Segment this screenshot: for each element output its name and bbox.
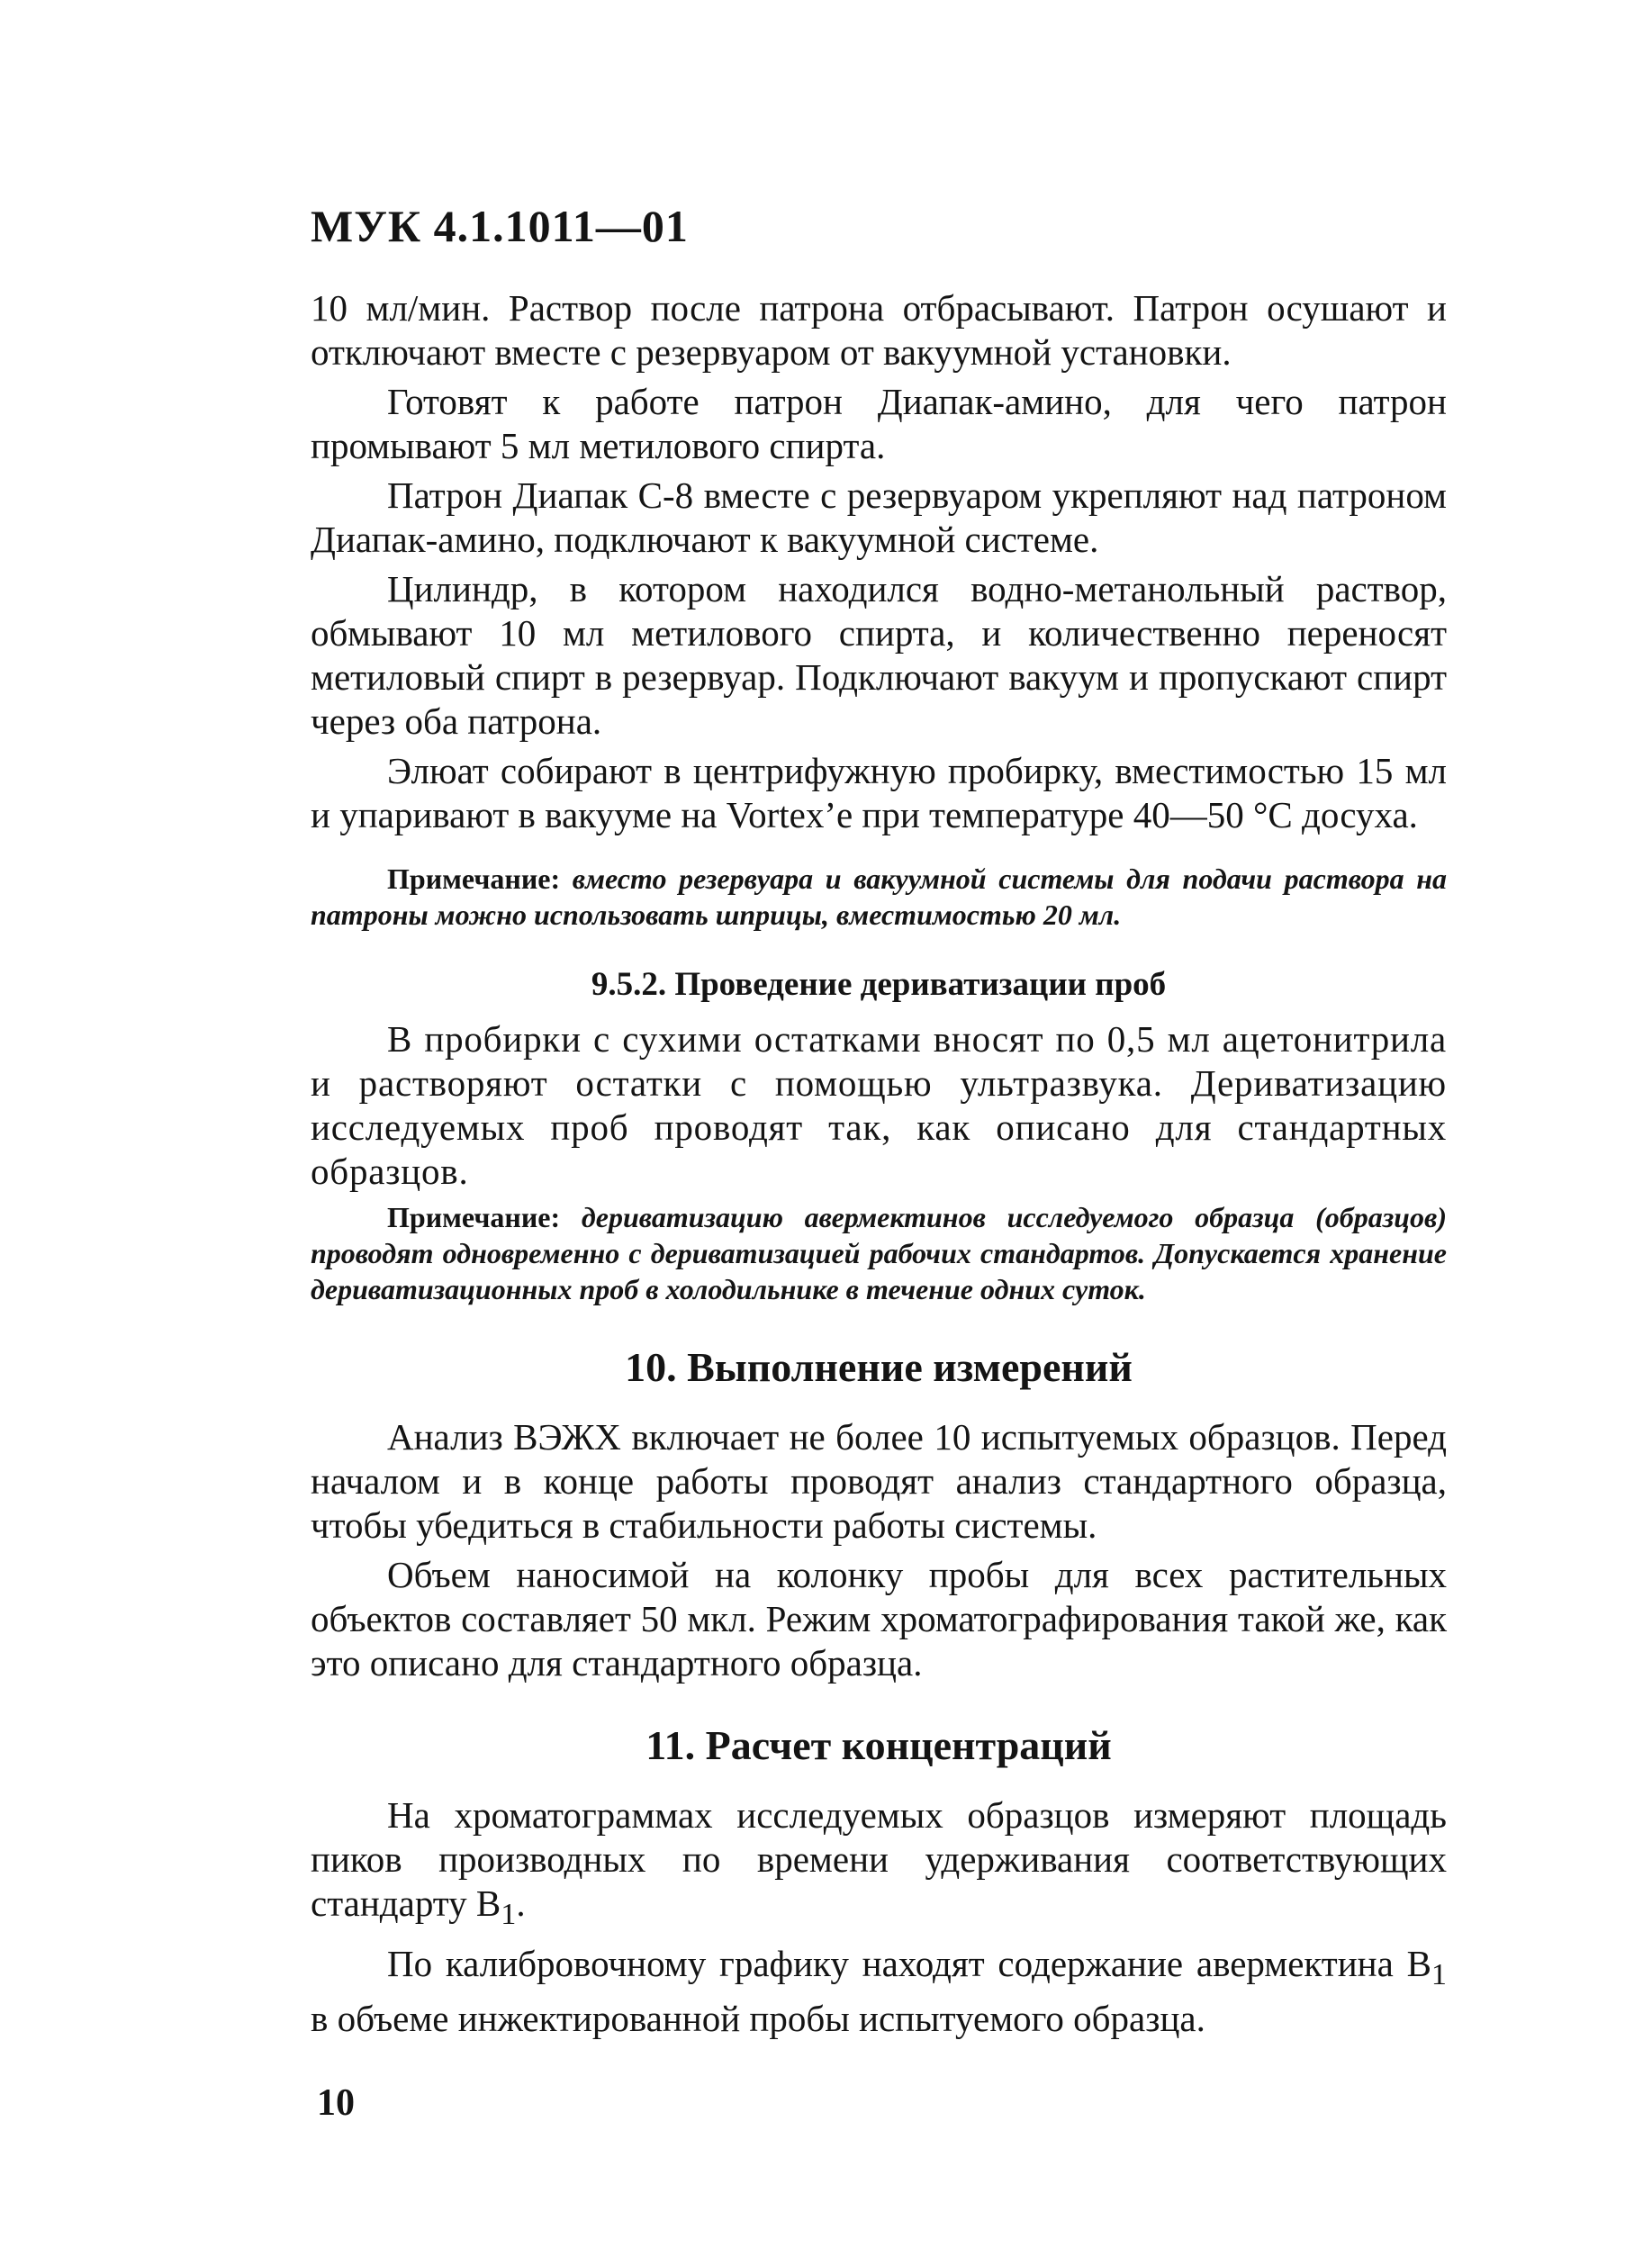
- paragraph: Анализ ВЭЖХ включает не более 10 испытуемых образцов. Перед началом и в конце работы проводят анализ стандартного образца, чтобы убедиться в стабильности работы системы.: [311, 1416, 1447, 1546]
- paragraph: Патрон Диапак С-8 вместе с резервуаром укрепляют над патроном Диапак-амино, подключают к вакуумной системе.: [311, 474, 1447, 560]
- page-number: 10: [317, 2082, 355, 2124]
- paragraph: [311, 1942, 1447, 2041]
- page-content: [311, 286, 1447, 2041]
- note: [311, 1199, 1447, 1307]
- paragraph: Готовят к работе патрон Диапак-амино, для чего патрон промывают 5 мл метилового спирта.: [311, 381, 1447, 466]
- note-text: вместо резервуара и вакуумной системы для подачи раствора на патроны можно использовать шприцы, вместимостью 20 мл.: [311, 862, 1448, 931]
- paragraph: Цилиндр, в котором находился водно-метанольный раствор, обмывают 10 мл метилового спирта, и количественно переносят метиловый спирт в резервуар. Подключают вакуум и пропускают спирт через оба патрона.: [311, 568, 1447, 742]
- section-title: 11. Расчет концентраций: [645, 1722, 1112, 1768]
- paragraph-tail: в объеме инжектированной пробы испытуемого образца.: [311, 1998, 1205, 2040]
- section-title: 10. Выполнение измерений: [625, 1344, 1133, 1390]
- paragraph: [311, 1793, 1447, 1937]
- paragraph: В пробирки с сухими остатками вносят по 0,5 мл ацетонитрила и растворяют остатки с помощью ультразвука. Дериватизацию исследуемых проб проводят так, как описано для стандартных образцов.: [311, 1018, 1447, 1192]
- paragraph: 10 мл/мин. Раствор после патрона отбрасывают. Патрон осушают и отключают вместе с резервуаром от вакуумной установки.: [311, 287, 1447, 373]
- note-label: Примечание:: [387, 1201, 561, 1233]
- subsection-title: 9.5.2. Проведение дериватизации проб: [591, 966, 1167, 1003]
- paragraph: Объем наносимой на колонку пробы для всех растительных объектов составляет 50 мкл. Режим хроматографирования такой же, как это описано для стандартного образца.: [311, 1554, 1447, 1684]
- subscript: 1: [1431, 1958, 1447, 1992]
- paragraph-tail: .: [516, 1882, 526, 1924]
- document-code-header: МУК 4.1.1011—01: [311, 201, 689, 251]
- note-text: дериватизацию авермектинов исследуемого образца (образцов) проводят одновременно с дериватизацией рабочих стандартов. Допускается хранение дериватизационных проб в холодильнике в течение одних суток.: [311, 1201, 1448, 1305]
- subsection-body: [311, 1017, 1447, 1194]
- note-label: Примечание:: [387, 862, 561, 895]
- paragraph-text: На хроматограммах исследуемых образцов измеряют площадь пиков производных по времени удерживания соответствующих стандарту В: [311, 1794, 1447, 1924]
- paragraph: Элюат собирают в центрифужную пробирку, вместимостью 15 мл и упаривают в вакууме на Vortex’е при температуре 40—50 °С досуха.: [311, 750, 1447, 835]
- note: [311, 861, 1447, 933]
- subscript: 1: [501, 1898, 517, 1932]
- paragraph-text: По калибровочному графику находят содержание авермектина В: [387, 1943, 1431, 1985]
